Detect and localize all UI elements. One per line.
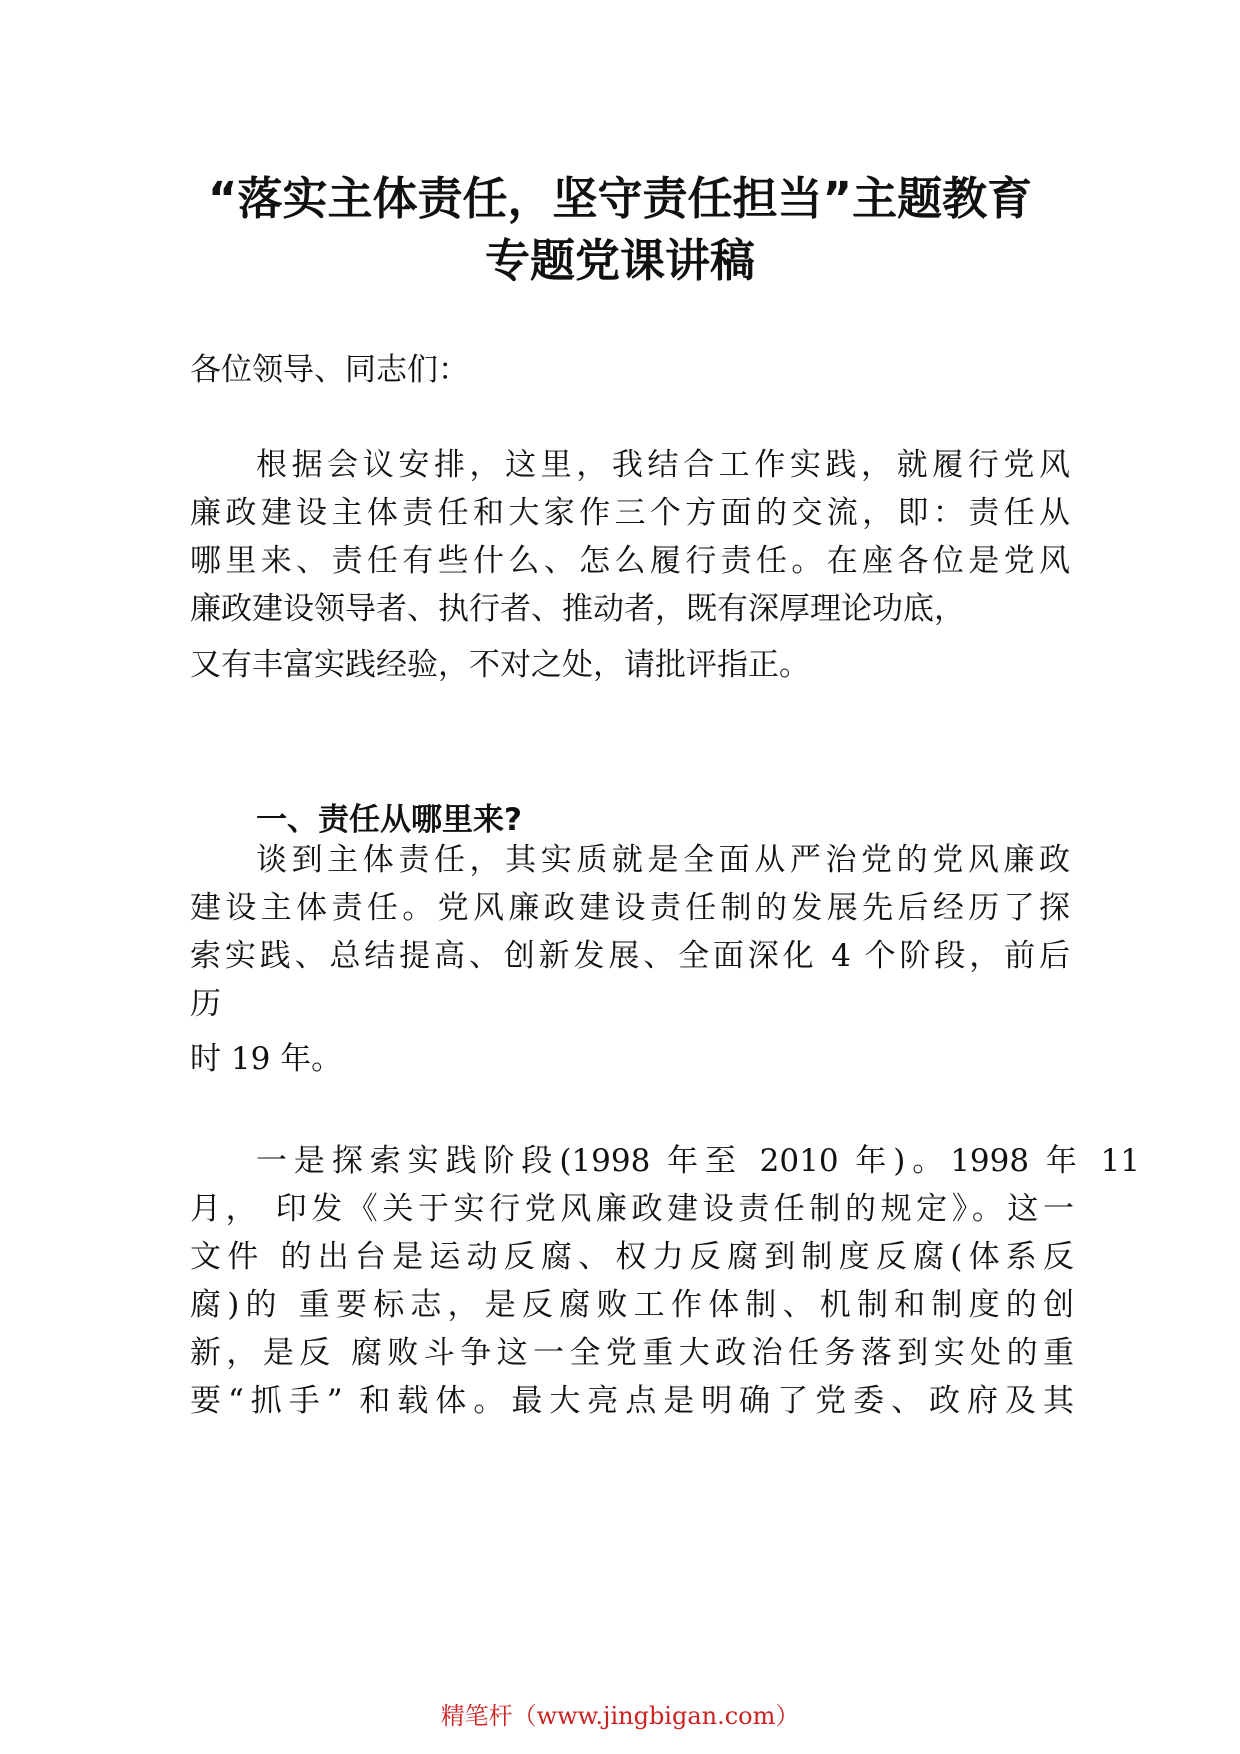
section1-p2-line-6: 要“抓手” 和载体。最大亮点是明确了党委、政府及其 — [190, 1383, 1074, 1419]
section-heading: 一、责任从哪里来? — [256, 802, 522, 838]
title-line-1: “落实主体责任，坚守责任担当”主题教育 — [207, 172, 1033, 225]
section1-p2-line-4: 腐)的 重要标志，是反腐败工作体制、机制和制度的创 — [190, 1287, 1074, 1323]
salutation: 各位领导、同志们： — [190, 352, 469, 388]
intro-line-5: 又有丰富实践经验，不对之处，请批评指正。 — [190, 647, 810, 683]
intro-line-3: 哪里来、责任有些什么、怎么履行责任。在座各位是党风 — [190, 543, 1070, 579]
section1-p2-line-3: 文件 的出台是运动反腐、权力反腐到制度反腐(体系反 — [190, 1239, 1074, 1275]
intro-line-4: 廉政建设领导者、执行者、推动者，既有深厚理论功底， — [190, 591, 965, 627]
footer-watermark-link[interactable]: 精笔杆（www.jingbigan.com） — [440, 1702, 800, 1730]
title-line-2: 专题党课讲稿 — [484, 234, 755, 287]
section1-p1-line-2: 建设主体责任。党风廉政建设责任制的发展先后经历了探 — [190, 890, 1070, 926]
intro-line-2: 廉政建设主体责任和大家作三个方面的交流，即：责任从 — [190, 495, 1070, 531]
section1-p2-line-1: 一是探索实践阶段(1998 年至 2010 年)。1998 年 11 — [256, 1143, 1140, 1179]
section1-p1-line-5: 时 19 年。 — [190, 1041, 343, 1077]
section1-p2-line-5: 新，是反 腐败斗争这一全党重大政治任务落到实处的重 — [190, 1335, 1074, 1371]
section1-p1-line-4: 历 — [190, 986, 221, 1022]
section1-p1-line-1: 谈到主体责任，其实质就是全面从严治党的党风廉政 — [256, 842, 1070, 878]
intro-line-1: 根据会议安排，这里，我结合工作实践，就履行党风 — [256, 447, 1070, 483]
section1-p1-line-3: 索实践、总结提高、创新发展、全面深化 4 个阶段，前后 — [190, 938, 1070, 974]
section1-p2-line-2: 月， 印发《关于实行党风廉政建设责任制的规定》。这一 — [190, 1191, 1074, 1227]
document-title — [150, 168, 1090, 292]
